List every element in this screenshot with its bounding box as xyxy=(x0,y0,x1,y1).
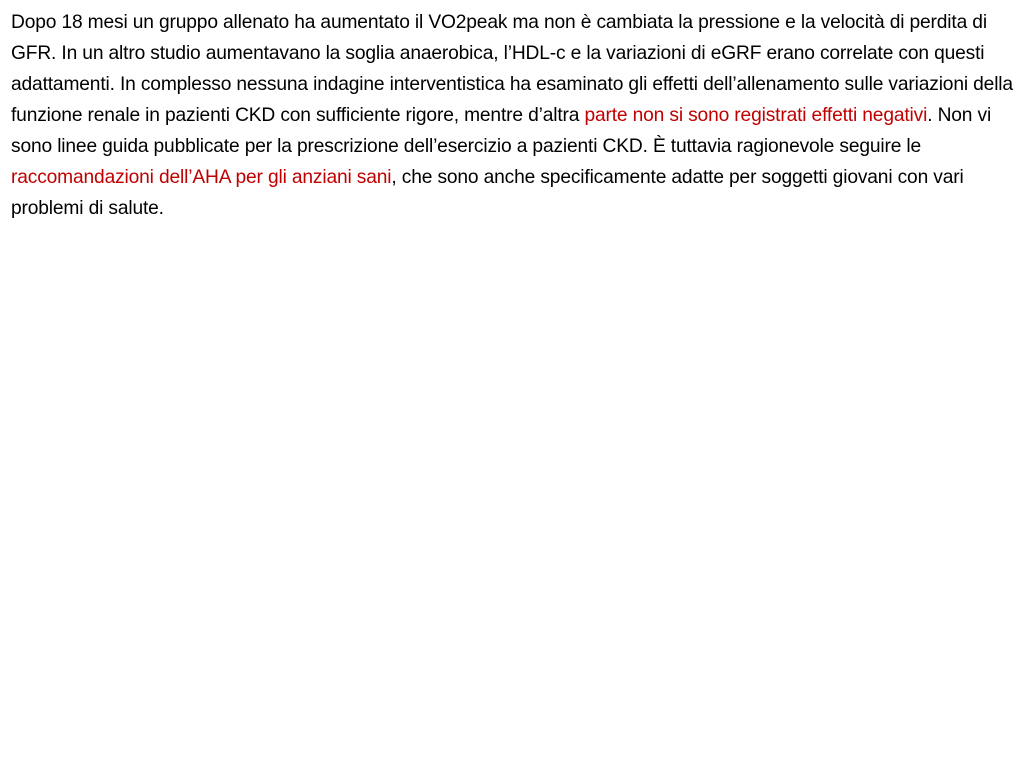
text-segment-2: . Non vi sono linee guida pubblicate per la prescrizione dell’esercizio a pazienti CKD. È tuttavia ragionevole seguire le xyxy=(11,105,992,157)
text-segment-1: Dopo 18 mesi un gruppo allenato ha aumentato il VO2peak ma non è cambiata la pressione e la velocità di perdita di GFR. In un altro studio aumentavano la soglia anaerobica, l’HDL-c e la variazioni di eGRF erano correlate con questi adattamenti. In complesso nessuna indagine interventistica ha esaminato gli effetti dell’allenamento sulle variazioni della funzione renale in pazienti CKD con sufficiente rigore, mentre d’altra xyxy=(11,12,1013,126)
link-aha-recommendations[interactable]: raccomandazioni dell’AHA per gli anziani sani xyxy=(11,167,392,188)
text-segment-3: , che sono anche specificamente adatte per soggetti giovani con vari problemi di salute. xyxy=(11,167,964,219)
body-paragraph xyxy=(11,7,1015,224)
link-no-negative-effects[interactable]: parte non si sono registrati effetti negativi xyxy=(584,105,928,126)
